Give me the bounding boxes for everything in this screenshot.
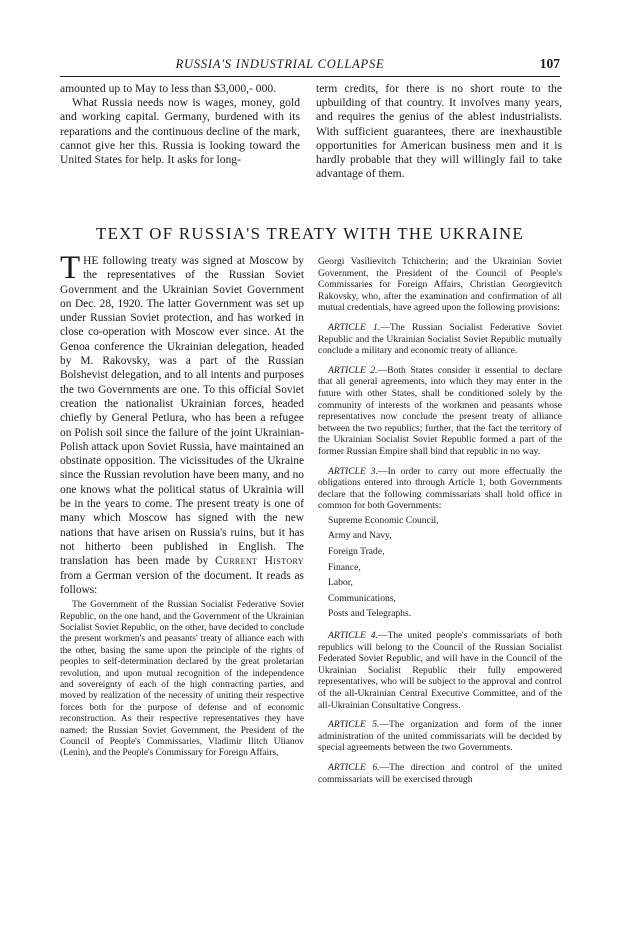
article-paragraph: [318, 719, 562, 754]
article-text: —The organization and form of the inner administration of the united commissariats will be decided by special agreements between the two Governments.: [318, 719, 562, 754]
list-item: Communications,: [328, 592, 396, 604]
drop-cap: T: [60, 250, 81, 286]
commissariat-list: [318, 513, 562, 622]
article-label: ARTICLE 1.: [328, 321, 381, 333]
list-item: Finance,: [328, 561, 361, 573]
running-head: RUSSIA'S INDUSTRIAL COLLAPSE: [175, 57, 385, 71]
previous-article-right-column: [316, 82, 562, 181]
paragraph: term credits, for there is no short route to the upbuilding of that country. It involves many years, and requires the genius of the ablest industrialists. With sufficient guarantees, there are inexhaustible opportunities for American business men and it is hardly probable that they will willingly fail to take advantage of them.: [316, 82, 562, 181]
list-item: Supreme Economic Council,: [328, 514, 439, 526]
paragraph: What Russia needs now is wages, money, gold and working capital. Germany, burdened with its reparations and the continuous decline of the mark, cannot give her this. Russia is looking toward the United States for help. It asks for long-: [60, 96, 300, 167]
article-label: ARTICLE 6.: [328, 761, 380, 773]
treaty-preamble: The Government of the Russian Socialist Federative Soviet Republic, on the one hand, and the Government of the Ukrainian Socialist Soviet Republic, on the other, have decided to conclude the present workmen's and peasants' treaty of alliance each with the other, basing the same upon the principle of the rights of peoples to self-determination declared by the great proletarian revolution, and upon mutual recognition of the independence and sovereignty of each of the high contracting parties, and moved by realization of the necessity of uniting their respective forces both for the purpose of defense and of economic reconstruction. As their respective representatives they have named: the Russian Soviet Government, the President of the Council of People's Commissaries, Vladimir Ilitch Ulianov (Lenin), and the People's Commissary for Foreign Affairs,: [60, 600, 304, 759]
article-label: ARTICLE 5.: [328, 719, 380, 731]
article-paragraph: [318, 630, 562, 711]
article-label: ARTICLE 2.: [328, 364, 378, 376]
intro-text-end: from a German version of the document. It reads as follows:: [60, 569, 304, 596]
list-item: Foreign Trade,: [328, 546, 385, 558]
article-paragraph: [318, 466, 562, 512]
journal-name: Current History: [215, 555, 304, 568]
article-text: —Both States consider it essential to declare that all general agreements, into which they may enter in the future with other States, shall be conditioned solely by the community of interests of the workmen and peasants whose representatives now conclude the present treaty of alliance between the two republics; further, that the fact the territory of the Ukrainian Socialist Soviet Republic formed a part of the former Russian Empire shall bind that republic in no way.: [318, 364, 562, 457]
list-item: Army and Navy,: [328, 530, 392, 542]
paragraph: amounted up to May to less than $3,000,- 000.: [60, 82, 277, 95]
article-text: —The direction and control of the united commissariats will be exercised through: [318, 761, 562, 785]
previous-article-left-column: [60, 82, 300, 167]
article-label: ARTICLE 3.: [328, 465, 378, 477]
page-header: [60, 57, 560, 75]
page-number: 107: [539, 56, 560, 71]
article-label: ARTICLE 4.: [328, 630, 378, 642]
treaty-parties: Georgi Vasilievitch Tchitcherin; and the Ukrainian Soviet Government, the President of the Council of People's Commissaries for Foreign Affairs, Christian Georgievitch Rakovsky, who, after the examination and confirmation of all mutual credentials, have agreed upon the following provisions:: [318, 256, 562, 314]
list-item: Labor,: [328, 577, 353, 589]
article-right-column: [318, 256, 562, 785]
header-rule: [60, 76, 560, 77]
intro-text: HE following treaty was signed at Moscow by the representatives of the Russian Soviet Government and the Ukrainian Soviet Government on Dec. 28, 1920. The latter Government was set up under Russian Soviet protection, and has worked in close co-operation with Moscow ever since. At the Genoa conference the Ukrainian delegation, headed by M. Rakovsky, was a part of the Russian Bolshevist delegation, and to all intents and purposes the two Governments are one. To this official Soviet creation the nationalist Ukrainian forces, headed chiefly by General Petlura, who has been a refugee on Polish soil since the failure of the joint Ukrainian-Polish attack upon Soviet Russia, have maintained an obstinate opposition. The vicissitudes of the Ukraine since the Russian revolution have been many, and no one knows what the political status of Ukrainia will be in the years to come. The present treaty is one of many which Moscow has signed with the new nations that have arisen on Russia's ruins, but it has not hitherto been published in English. The translation has been made by: [60, 255, 304, 568]
article-text: —In order to carry out more effectually the obligations entered into through Article 1, both Governments declare that the following commissariats shall hold office in common for both Governments:: [318, 465, 562, 512]
article-title: TEXT OF RUSSIA'S TREATY WITH THE UKRAINE: [96, 224, 524, 243]
article-text: —The Russian Socialist Federative Soviet Republic and the Ukrainian Socialist Soviet Republic mutually conclude a military and economic treaty of alliance.: [318, 321, 562, 357]
intro-paragraph: [60, 250, 304, 597]
article-paragraph: [318, 365, 562, 458]
list-item: Posts and Telegraphs.: [328, 608, 412, 620]
article-paragraph: [318, 762, 562, 785]
article-text: —The united people's commissariats of both republics will belong to the Council of the Russian Socialist Federated Soviet Republic, and will have in the Council of the Ukrainian Socialist Republic their fully empowered representatives, who will be subject to the approval and control of the all-Ukrainian Central Executive Committee, and of the all-Ukrainian Consultative Congress.: [318, 630, 562, 711]
article-left-column: [60, 250, 304, 760]
article-paragraph: [318, 322, 562, 357]
